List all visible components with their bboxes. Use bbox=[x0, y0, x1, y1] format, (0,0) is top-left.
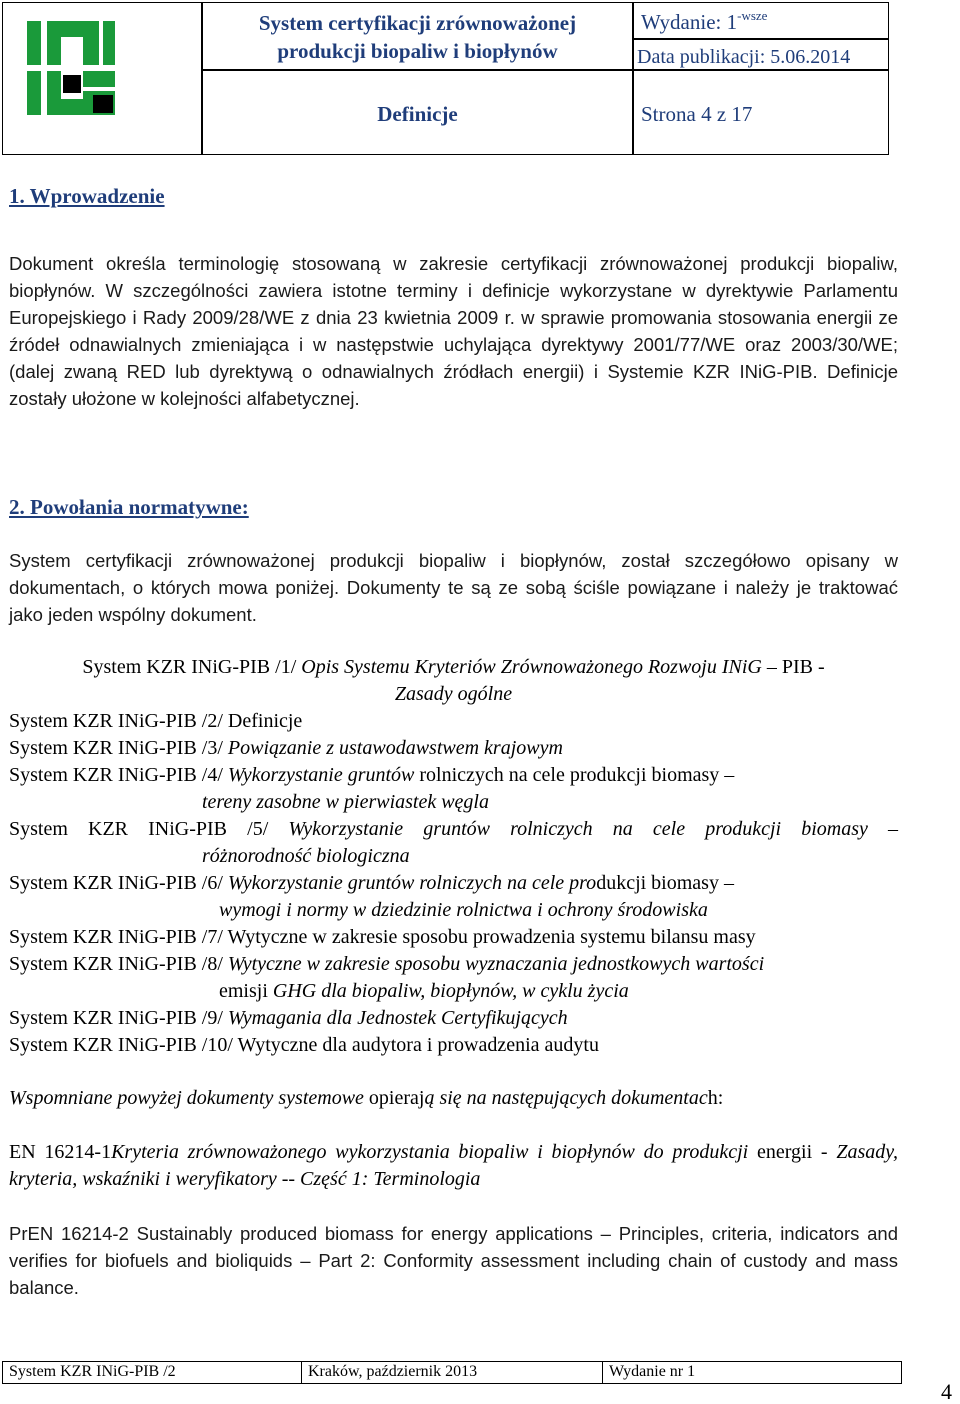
standard-en-16214-1: EN 16214-1Kryteria zrównoważonego wykorzystania biopaliw i biopłynów do produkcji energii - Zasady, kryteria, wskaźniki i weryfikatory -- Część 1: Terminologia bbox=[9, 1141, 899, 1190]
list-item: System KZR INiG-PIB /5/ Wykorzystanie gruntów rolniczych na cele produkcji biomasy – bbox=[9, 818, 898, 840]
header-section: Definicje bbox=[377, 102, 458, 126]
list-item: System KZR INiG-PIB /3/ Powiązanie z ustawodawstwem krajowym bbox=[9, 737, 563, 759]
based-on-paragraph: Wspomniane powyżej dokumenty systemowe opierają się na następujących dokumentach: bbox=[9, 1087, 724, 1109]
list-item-continuation: wymogi i normy w dziedzinie rolnictwa i ochrony środowiska bbox=[219, 899, 708, 921]
list-item-continuation: emisji GHG dla biopaliw, biopłynów, w cyklu życia bbox=[219, 980, 629, 1002]
page-number: 4 bbox=[941, 1379, 952, 1404]
header-title bbox=[203, 9, 632, 65]
footer-doc: System KZR INiG-PIB /2 bbox=[3, 1362, 302, 1383]
document-header bbox=[2, 2, 889, 155]
document-list bbox=[9, 654, 898, 1059]
header-title-line1: System certyfikacji zrównoważonej bbox=[258, 11, 577, 35]
list-item-continuation: różnorodność biologiczna bbox=[202, 845, 410, 867]
list-item: System KZR INiG-PIB /9/ Wymagania dla Jednostek Certyfikujących bbox=[9, 1007, 568, 1029]
section1-heading: 1. Wprowadzenie bbox=[9, 184, 165, 208]
header-divider bbox=[632, 38, 888, 40]
list-item-continuation: Zasady ogólne bbox=[394, 683, 513, 705]
header-page: Strona 4 z 17 bbox=[641, 102, 753, 126]
list-item: System KZR INiG-PIB /2/ Definicje bbox=[9, 710, 303, 732]
list-item: System KZR INiG-PIB /7/ Wytyczne w zakresie sposobu prowadzenia systemu bilansu masy bbox=[9, 926, 756, 948]
header-title-line2: produkcji biopaliw i biopłynów bbox=[277, 39, 558, 63]
list-item: System KZR INiG-PIB /6/ Wykorzystanie gruntów rolniczych na cele produkcji biomasy – bbox=[9, 872, 734, 894]
standard-pren-16214-2: PrEN 16214-2 Sustainably produced biomass for energy applications – Principles, criteria, indicators and verifies for biofuels and bioliquids – Part 2: Conformity assessment including chain of custody and mass balance. bbox=[9, 1223, 898, 1298]
header-publication-date: Data publikacji: 5.06.2014 bbox=[637, 46, 851, 68]
header-divider bbox=[632, 3, 634, 154]
list-item: System KZR INiG-PIB /8/ Wytyczne w zakresie sposobu wyznaczania jednostkowych wartości bbox=[9, 953, 765, 975]
header-divider bbox=[201, 69, 888, 71]
list-item: System KZR INiG-PIB /4/ Wykorzystanie gruntów rolniczych na cele produkcji biomasy – bbox=[9, 764, 735, 786]
footer-place-date: Kraków, październik 2013 bbox=[302, 1362, 603, 1383]
edition-superscript: -wsze bbox=[737, 8, 768, 23]
section2-text: System certyfikacji zrównoważonej produkcji biopaliw i biopłynów, został szczegółowo opisany w dokumentach, o których mowa poniżej. Dokumenty te są ze sobą ściśle powiązane i należy je traktować jako jeden wspólny dokument. bbox=[9, 550, 898, 625]
footer-edition: Wydanie nr 1 bbox=[609, 1363, 696, 1380]
list-item: System KZR INiG-PIB /1/ Opis Systemu Kryteriów Zrównoważonego Rozwoju INiG – PIB - bbox=[82, 656, 825, 678]
section1-text: Dokument określa terminologię stosowaną w zakresie certyfikacji zrównoważonej produkcji biopaliw, biopłynów. W szczególności zawiera istotne terminy i definicje wykorzystane w dyrektywie Parlamentu Europejskiego i Rady 2009/28/WE z dnia 23 kwietnia 2009 r. w sprawie promowania stosowania energii ze źródeł odnawialnych zmieniająca i w następstwie uchylająca dyrektywy 2001/77/WE oraz 2003/30/WE; (dalej zwaną RED lub dyrektywą o odnawialnych źródłach energii) i Systemie KZR INiG-PIB. Definicje zostały ułożone w kolejności alfabetycznej. bbox=[9, 253, 898, 409]
section2-heading: 2. Powołania normatywne: bbox=[9, 495, 249, 519]
document-footer bbox=[2, 1361, 902, 1384]
list-item: System KZR INiG-PIB /10/ Wytyczne dla audytora i prowadzenia audytu bbox=[9, 1034, 599, 1056]
header-edition: Wydanie: $1^{-wsze}$ bbox=[641, 8, 768, 34]
inig-logo bbox=[23, 17, 117, 119]
list-item-continuation: tereny zasobne w pierwiastek węgla bbox=[202, 791, 489, 813]
